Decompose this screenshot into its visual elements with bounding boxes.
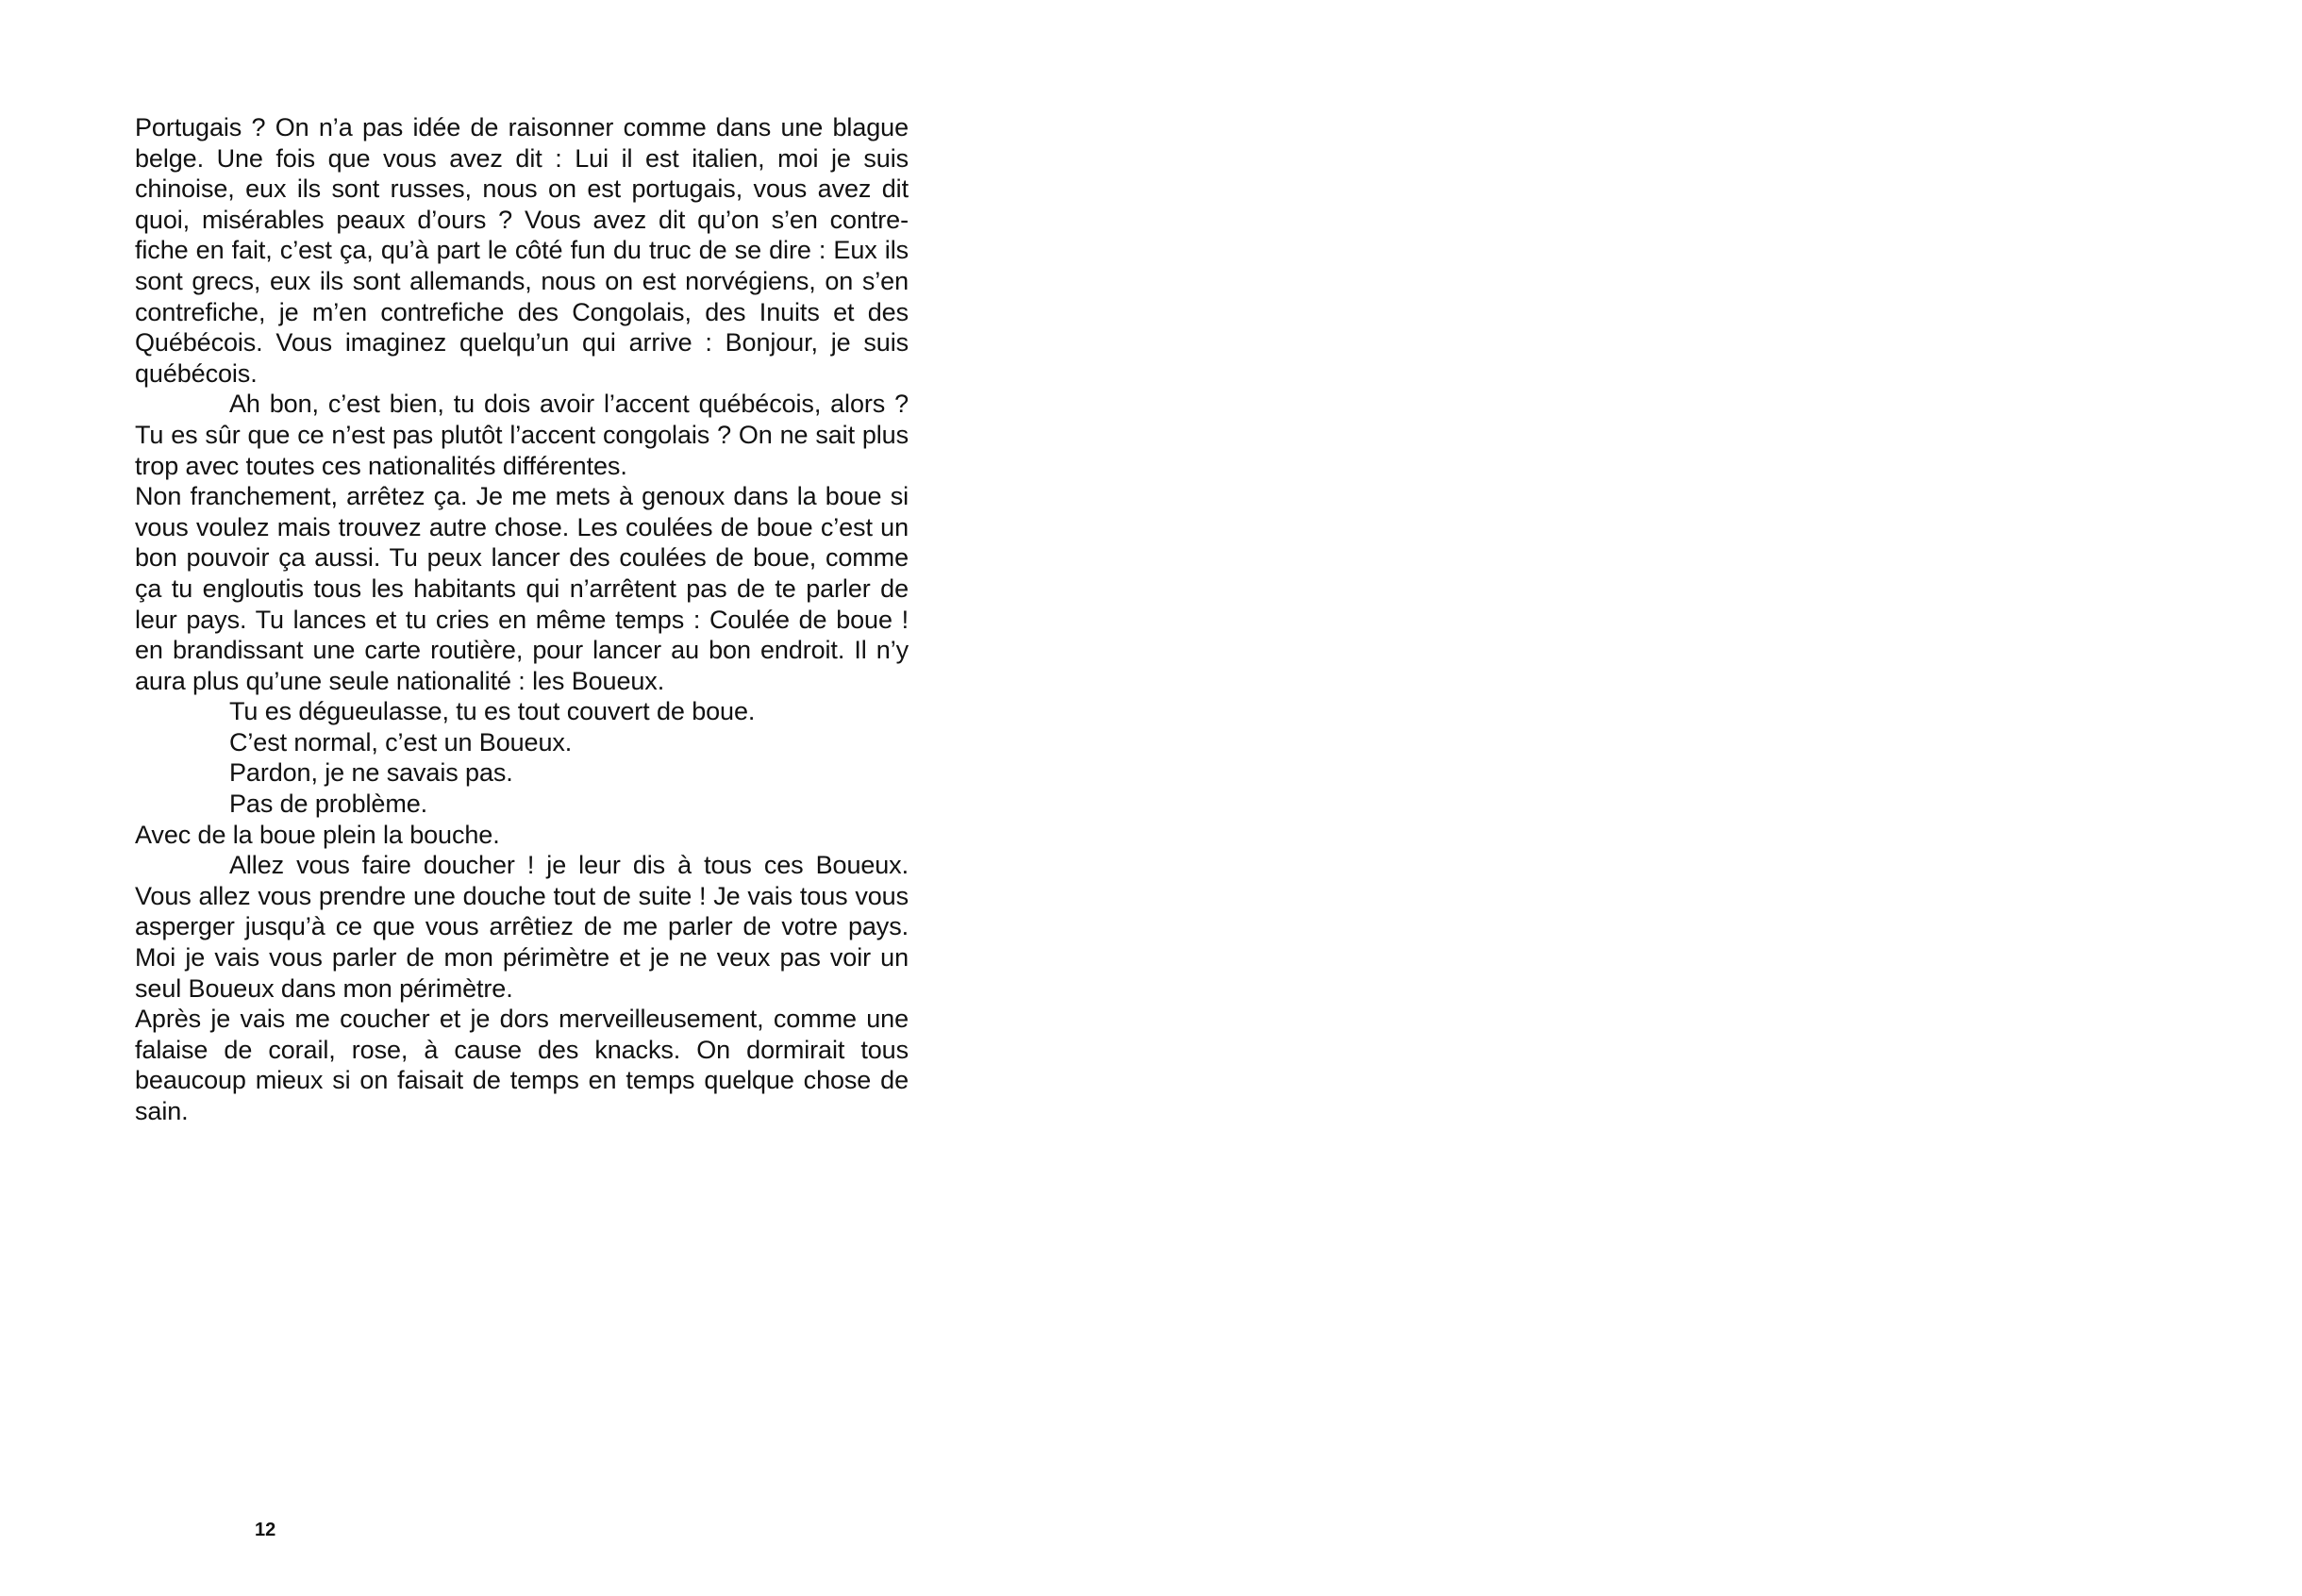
paragraph: Après je vais me coucher et je dors merveilleusement, comme une falaise de corail, rose, à cause des knacks. On dormirait tous beaucoup mieux si on faisait de temps en temps quelque chose de sain. [135,1005,909,1125]
paragraph: Portugais ? On n’a pas idée de raisonner comme dans une blague belge. Une fois que vous avez dit : Lui il est italien, moi je suis chinoise, eux ils sont russes, nous on est portugais, vous avez dit quoi, misérables peaux d’ours ? Vous avez dit qu’on s’en contre-fiche en fait, c’est ça, qu’à part le côté fun du truc de se dire : Eux ils sont grecs, eux ils sont allemands, nous on est norvégiens, on s’en contrefiche, je m’en contrefiche des Congolais, des Inuits et des Québécois. Vous imaginez quelqu’un qui arrive : Bonjour, je suis québécois. [135,113,909,388]
paragraph: Avec de la boue plein la bouche. [135,820,500,849]
paragraph: Non franchement, arrêtez ça. Je me mets à genoux dans la boue si vous voulez mais trouvez autre chose. Les coulées de boue c’est un bon pouvoir ça aussi. Tu peux lancer des coulées de boue, comme ça tu engloutis tous les habitants qui n’arrêtent pas de te parler de leur pays. Tu lances et tu cries en même temps : Coulée de boue ! en brandissant une carte routière, pour lancer au bon endroit. Il n’y aura plus qu’une seule nationalité : les Boueux. [135,482,909,695]
page-number: 12 [255,1520,276,1540]
dialogue-line: C’est normal, c’est un Boueux. [229,727,573,756]
paragraph: Ah bon, c’est bien, tu dois avoir l’accent québécois, alors ? Tu es sûr que ce n’est pas plutôt l’accent congolais ? On ne sait plus trop avec toutes ces nationalités différentes. [135,390,909,480]
dialogue-line: Pas de problème. [229,790,428,819]
paragraph: Allez vous faire doucher ! je leur dis à tous ces Boueux. Vous allez vous prendre une douche tout de suite ! Je vais tous vous asperger jusqu’à ce que vous arrêtiez de me parler de votre pays. Moi je vais vous parler de mon périmètre et je ne veux pas voir un seul Boueux dans mon périmètre. [135,851,909,1003]
dialogue-line: Tu es dégueulasse, tu es tout couvert de boue. [229,697,756,726]
dialogue-line: Pardon, je ne savais pas. [229,758,513,788]
body-text [135,112,909,1127]
